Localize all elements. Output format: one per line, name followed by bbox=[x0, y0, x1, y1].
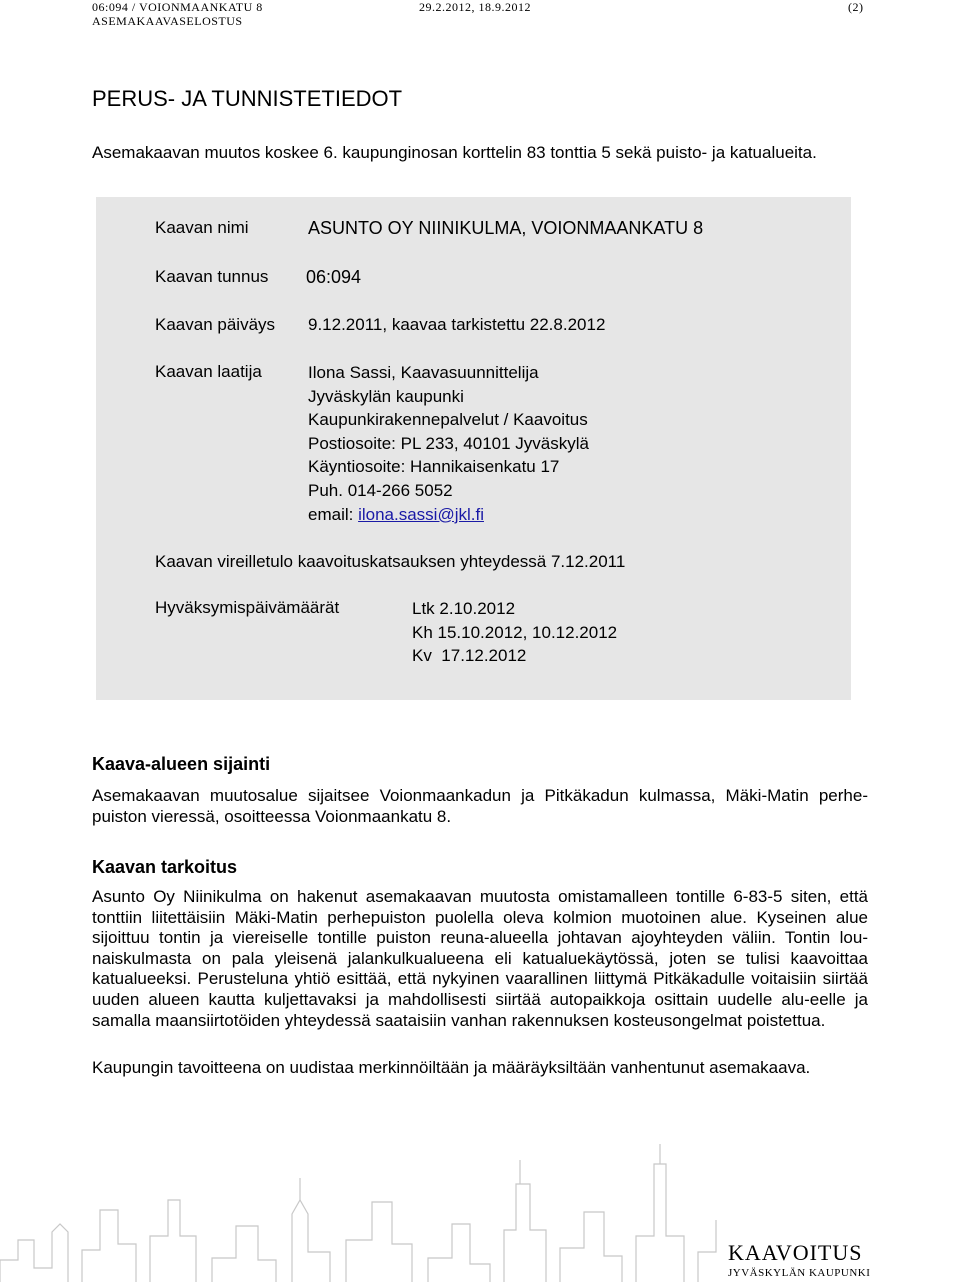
author-email-line bbox=[308, 503, 589, 527]
header-dates: 29.2.2012, 18.9.2012 bbox=[419, 0, 531, 14]
plan-initiation: Kaavan vireilletulo kaavoituskatsauksen yhteydessä 7.12.2011 bbox=[155, 552, 626, 571]
plan-name-label: Kaavan nimi bbox=[155, 218, 249, 237]
purpose-goal-text: Kaupungin tavoitteena on uudistaa merkinnöiltään ja määräyksiltään vanhentunut asemakaava. bbox=[92, 1058, 811, 1077]
header-plan-ref: 06:094 / VOIONMAANKATU 8 bbox=[92, 0, 263, 14]
author-line: Kaupunkirakennepalvelut / Kaavoitus bbox=[308, 410, 588, 430]
intro-text: Asemakaavan muutos koskee 6. kaupunginosan korttelin 83 tonttia 5 sekä puisto- ja katualueita. bbox=[92, 143, 817, 162]
author-line: Käyntiosoite: Hannikaisenkatu 17 bbox=[308, 457, 560, 477]
email-label: email: bbox=[308, 504, 359, 524]
purpose-heading: Kaavan tarkoitus bbox=[92, 857, 238, 877]
page-title: PERUS- JA TUNNISTETIEDOT bbox=[92, 86, 403, 111]
plan-id-label: Kaavan tunnus bbox=[155, 267, 269, 286]
approval-label: Hyväksymispäivämäärät bbox=[155, 598, 340, 617]
approval-date: Ltk 2.10.2012 bbox=[412, 599, 516, 618]
author-line: Jyväskylän kaupunki bbox=[308, 386, 464, 406]
header-page-number: (2) bbox=[848, 0, 864, 14]
author-line: Ilona Sassi, Kaavasuunnittelija bbox=[308, 363, 539, 382]
location-text: Asemakaavan muutosalue sijaitsee Voionmaankadun ja Pitkäkadun kulmassa, Mäki-Matin perhe-puiston vieressä, osoitteessa Voionmaankatu 8. bbox=[92, 786, 868, 826]
approval-date: Kh 15.10.2012, 10.12.2012 bbox=[412, 622, 618, 642]
header-doc-type: ASEMAKAAVASELOSTUS bbox=[92, 14, 243, 28]
author-line: Postiosoite: PL 233, 40101 Jyväskylä bbox=[308, 433, 589, 453]
email-link[interactable]: ilona.sassi@jkl.fi bbox=[358, 504, 484, 524]
city-name: JYVÄSKYLÄN KAUPUNKI bbox=[728, 1267, 871, 1279]
approval-date: Kv 17.12.2012 bbox=[412, 646, 527, 666]
plan-name-value: ASUNTO OY NIINIKULMA, VOIONMAANKATU 8 bbox=[308, 218, 704, 238]
author-line: Puh. 014-266 5052 bbox=[308, 480, 453, 500]
approval-dates bbox=[412, 597, 617, 668]
plan-date-label: Kaavan päiväys bbox=[155, 315, 276, 334]
plan-date-value: 9.12.2011, kaavaa tarkistettu 22.8.2012 bbox=[308, 315, 606, 334]
purpose-text: Asunto Oy Niinikulma on hakenut asemakaavan muutosta omistamalleen tontille 6-83-5 siten, että tonttiin liitettäisiin Mäki-Matin perhepuiston puolella oleva kolmion muotoinen alue. Kyseinen alue sijoittuu tontin ja viereiselle tontille puiston reuna-alueella johtavan ajoyhteyden väliin. Tontin lou-naiskulmasta on pala yleisenä jalankulkualueena eli katualuekäytössä, joten se tulisi kaavoittaa katualueeksi. Perusteluna yhtiö esittää, että nykyinen vaarallinen liittymä Pitkäkadulle voitaisiin siirtää uuden alueen kautta kuljettavaksi ja mahdollisesti siirtää autopaikkoja osittain uudelle alu-eelle ja samalla maansiirtotöiden yhteydessä saataisiin vanhan rakennuksen kosteusongelmat poistettua. bbox=[92, 887, 868, 1030]
info-box bbox=[96, 197, 851, 700]
location-heading: Kaava-alueen sijainti bbox=[92, 754, 271, 774]
kaavoitus-logo: KAAVOITUS bbox=[728, 1240, 863, 1265]
plan-author-details bbox=[308, 361, 589, 526]
plan-id-value: 06:094 bbox=[306, 267, 362, 287]
plan-author-label: Kaavan laatija bbox=[155, 362, 262, 381]
